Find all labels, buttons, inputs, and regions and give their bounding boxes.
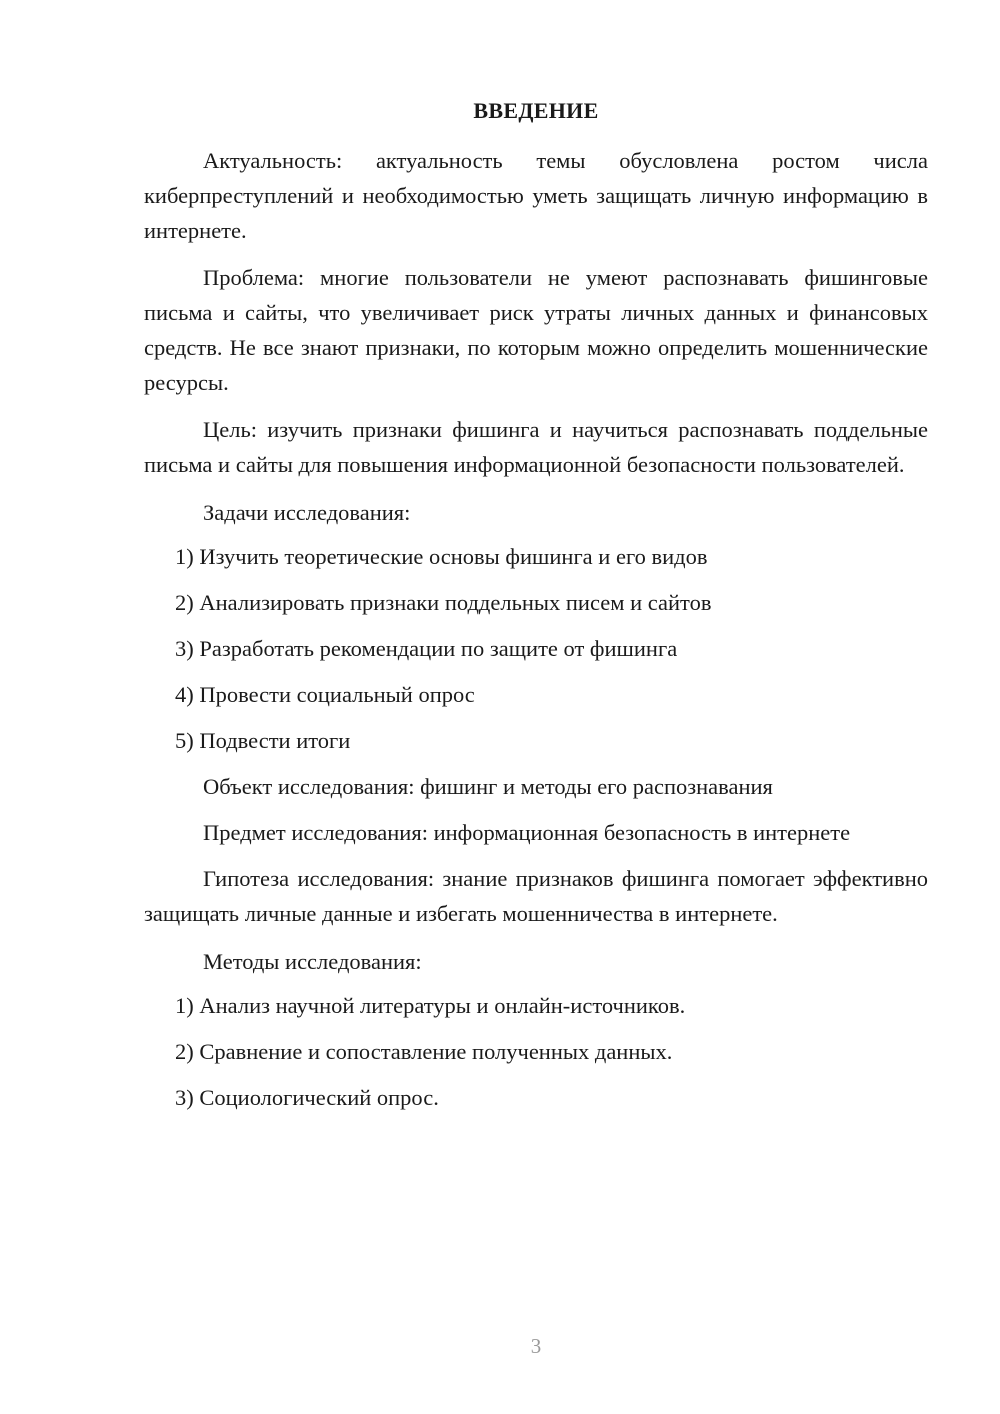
methods-heading: Методы исследования: [203,949,422,974]
list-item: 1) Изучить теоретические основы фишинга и его видов [175,544,708,569]
relevance-paragraph: Актуальность: актуальность темы обусловлена ростом числа киберпреступлений и необходимостью уметь защищать личную информацию в интернете. [144,148,928,243]
list-item: 4) Провести социальный опрос [175,682,475,707]
methods-list [144,988,928,1115]
list-item: 3) Социологический опрос. [175,1085,439,1110]
document-body [144,143,928,1115]
list-item: 2) Сравнение и сопоставление полученных данных. [175,1039,673,1064]
page-number: 3 [530,1334,542,1358]
subject-paragraph: Предмет исследования: информационная безопасность в интернете [203,820,851,845]
hypothesis-paragraph: Гипотеза исследования: знание признаков фишинга помогает эффективно защищать личные данные и избегать мошенничества в интернете. [144,866,928,926]
tasks-heading: Задачи исследования: [203,500,411,525]
tasks-list [144,539,928,758]
goal-paragraph: Цель: изучить признаки фишинга и научиться распознавать поддельные письма и сайты для повышения информационной безопасности пользователей. [144,417,928,477]
list-item: 2) Анализировать признаки поддельных писем и сайтов [175,590,712,615]
list-item: 1) Анализ научной литературы и онлайн-источников. [175,993,686,1018]
list-item: 3) Разработать рекомендации по защите от фишинга [175,636,678,661]
page-title: ВВЕДЕНИЕ [473,98,599,123]
problem-paragraph: Проблема: многие пользователи не умеют распознавать фишинговые письма и сайты, что увеличивает риск утраты личных данных и финансовых средств. Не все знают признаки, по которым можно определить мошеннические ресурсы. [144,265,928,395]
list-item: 5) Подвести итоги [175,728,351,753]
object-paragraph: Объект исследования: фишинг и методы его распознавания [203,774,773,799]
